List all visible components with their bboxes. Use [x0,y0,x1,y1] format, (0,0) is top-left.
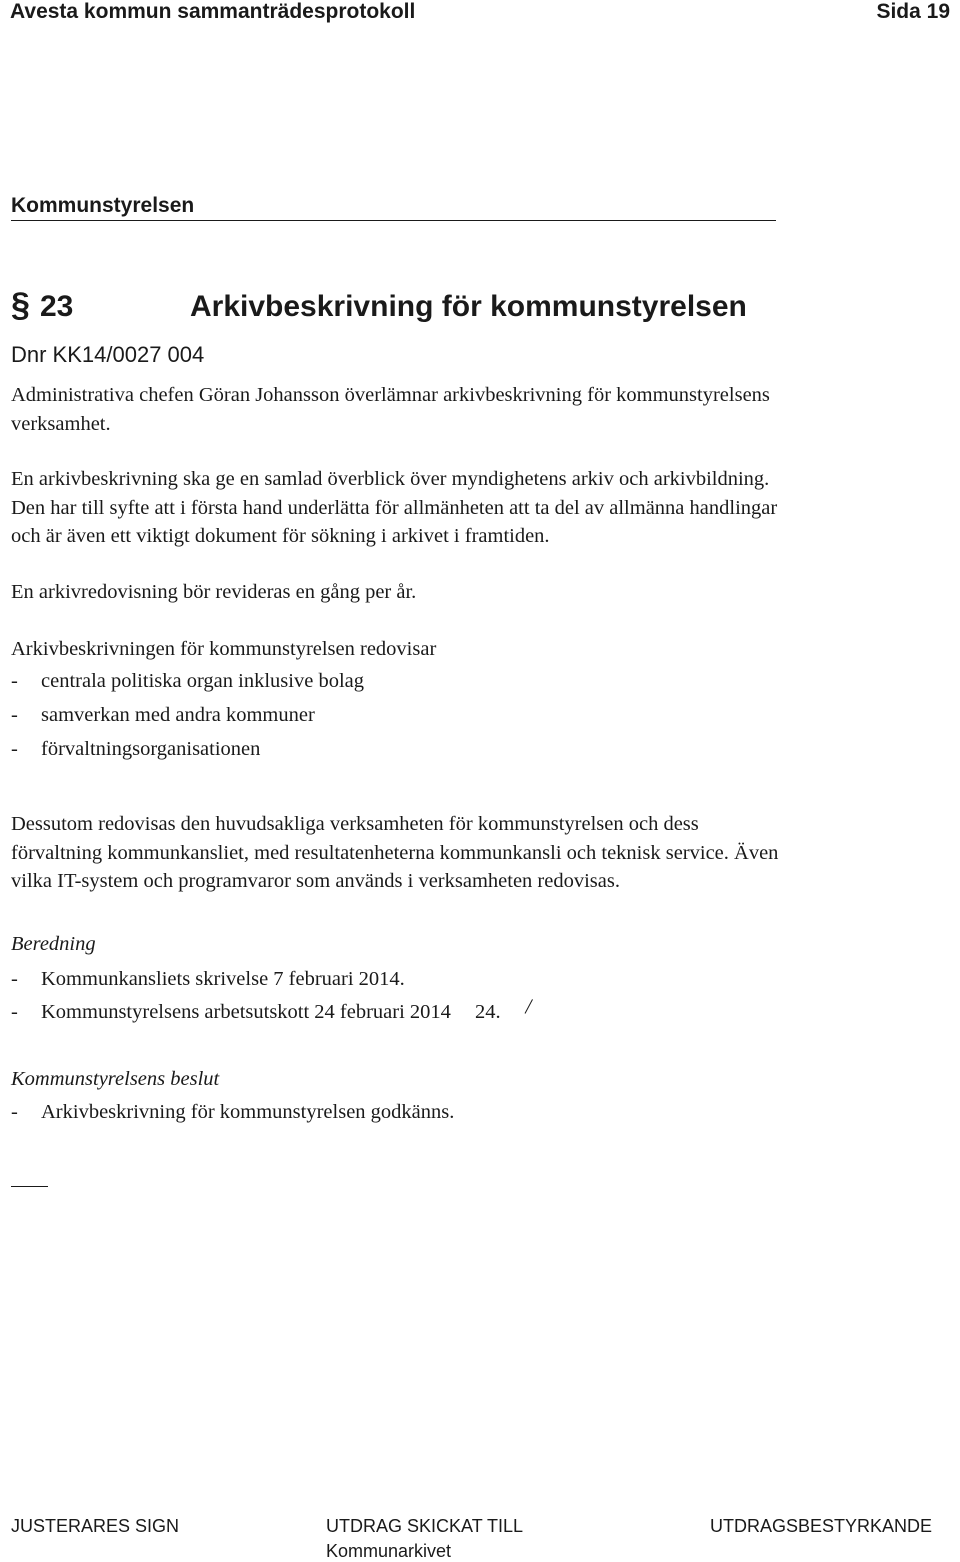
paragraph-mark-rule [525,999,533,1014]
list-item-text: samverkan med andra kommuner [41,704,315,726]
section-underline [11,220,776,221]
list-dash: - [11,1101,18,1123]
list-item-ref: 24. [474,1001,501,1023]
list-item-text: Arkivbeskrivning för kommunstyrelsen godkänns. [41,1101,455,1123]
diary-number: Dnr KK14/0027 004 [11,342,205,367]
footer-justerare: JUSTERARES SIGN [11,1516,180,1536]
list-item-text: Kommunkansliets skrivelse 7 februari 2014. [41,968,405,990]
list-dash: - [11,704,18,726]
page-number: Sida 19 [876,0,950,23]
list-item [11,738,260,761]
beslut-heading: Kommunstyrelsens beslut [11,1068,220,1090]
list-item [11,968,405,991]
body-paragraph-5 [11,810,778,896]
paragraph-title: Arkivbeskrivning för kommunstyrelsen [190,290,747,323]
list-item-text: centrala politiska organ inklusive bolag [41,670,364,692]
text-line: Administrativa chefen Göran Johansson överlämnar arkivbeskrivning för kommunstyrelsens [11,384,770,406]
body-paragraph-2 [11,465,777,551]
list-item-text: Kommunstyrelsens arbetsutskott 24 februari 2014 [41,1001,451,1023]
text-line: Dessutom redovisas den huvudsakliga verksamheten för kommunstyrelsen och dess [11,813,699,835]
text-line: verksamhet. [11,412,111,435]
list-item [11,1001,501,1024]
list-dash: - [11,1001,18,1023]
list-item [11,1101,454,1124]
paragraph-number: 23 [40,290,74,323]
body-paragraph-3: En arkivredovisning bör revideras en gång per år. [11,581,417,603]
list-item-text: förvaltningsorganisationen [41,738,261,760]
text-line: En arkivbeskrivning ska ge en samlad överblick över myndighetens arkiv och arkivbildning. [11,468,770,490]
text-line: Den har till syfte att i första hand underlätta för allmänheten att ta del av allmänna handlingar [11,496,778,519]
document-header-title: Avesta kommun sammanträdesprotokoll [10,0,416,23]
footer-utdrag: UTDRAG SKICKAT TILL [326,1516,524,1536]
footer-bestyrkande: UTDRAGSBESTYRKANDE [709,1516,932,1536]
list-dash: - [11,968,18,990]
text-line: och är även ett viktigt dokument för sökning i arkivet i framtiden. [11,525,550,547]
text-line: vilka IT-system och programvaror som används i verksamheten redovisas. [11,870,620,892]
text-line: förvaltning kommunkansliet, med resultatenheterna kommunkansli och teknisk service. Även [11,841,779,864]
body-paragraph-4-intro: Arkivbeskrivningen för kommunstyrelsen redovisar [11,638,437,660]
beredning-heading: Beredning [11,933,96,955]
footer-utdrag-recipient: Kommunarkivet [326,1541,452,1561]
list-item [11,704,315,727]
list-dash: - [11,670,18,692]
paragraph-mark: § [11,286,30,324]
list-item [11,670,364,693]
end-rule [11,1186,48,1187]
list-dash: - [11,738,18,760]
body-paragraph-1 [11,381,770,438]
section-heading: Kommunstyrelsen [11,194,195,217]
